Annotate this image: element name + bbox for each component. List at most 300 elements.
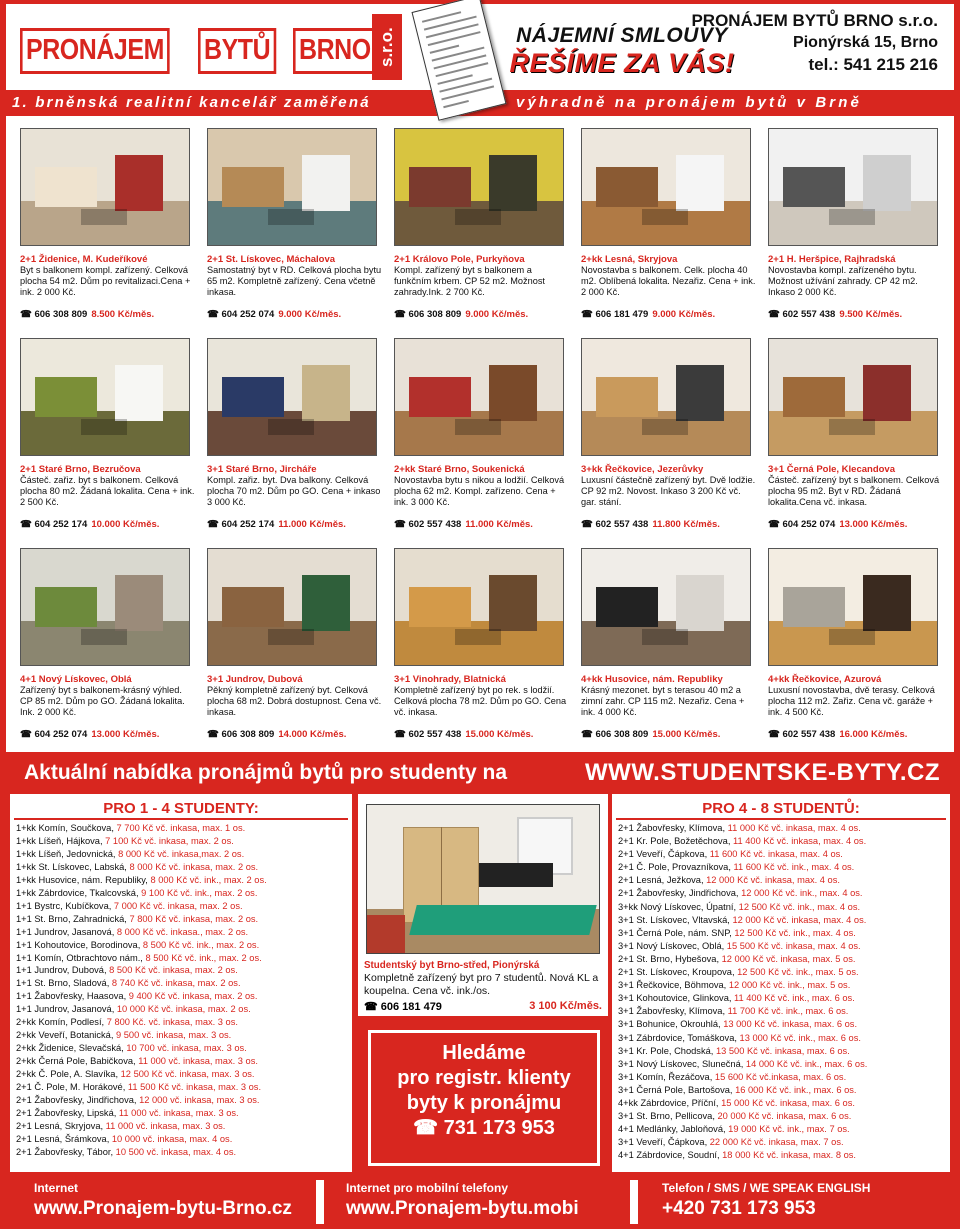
student-flat-address: 1+kk Líšeň, Hájkova, <box>16 835 106 846</box>
student-flat-row[interactable] <box>16 835 346 848</box>
footer <box>0 1176 960 1229</box>
listing-card[interactable] <box>768 338 942 534</box>
student-flat-row[interactable] <box>618 835 944 848</box>
student-flat-price: 12 500 Kč vč. ink., max. 5 os. <box>737 967 859 978</box>
student-flat-row[interactable] <box>618 1097 944 1110</box>
listing-phone[interactable]: ☎ 604 252 074 <box>207 309 275 320</box>
student-flat-row[interactable] <box>618 1136 944 1149</box>
listing-card[interactable] <box>207 128 381 324</box>
student-flat-address: 1+1 Žabovřesky, Haasova, <box>16 991 129 1002</box>
footer-website-label: Internet <box>34 1181 79 1195</box>
footer-phone-label: Telefon / SMS / WE SPEAK ENGLISH <box>662 1181 871 1195</box>
student-flat-price: 10 000 Kč vč. inkasa, max. 2 os. <box>116 1004 251 1015</box>
students-1-4-heading: PRO 1 - 4 STUDENTY: <box>14 798 348 820</box>
student-flat-address: 1+1 Jundrov, Dubová, <box>16 965 110 976</box>
listing-phone[interactable]: ☎ 604 252 074 <box>768 519 836 530</box>
student-flat-price: 8 500 Kč vč. inkasa, max. 2 os. <box>109 965 238 976</box>
listing-card[interactable] <box>20 128 194 324</box>
student-flat-address: 2+kk Černá Pole, Babičkova, <box>16 1056 139 1067</box>
listing-description: Zařízený byt s balkonem-krásný výhled. CP 85 m2. Dům po GO. Žádaná lokalita. Ink. 2 000 Kč. <box>20 685 185 717</box>
student-flat-row[interactable] <box>618 1005 944 1018</box>
student-flat-row[interactable] <box>618 966 944 979</box>
student-flat-price: 11 500 Kč vč. inkasa, max. 3 os. <box>127 1082 262 1093</box>
listing-phone[interactable]: ☎ 602 557 438 <box>581 519 649 530</box>
student-flat-price: 12 500 Kč vč. ink., max. 4 os. <box>738 901 861 912</box>
student-flat-row[interactable] <box>16 977 346 990</box>
listing-phone[interactable]: ☎ 606 308 809 <box>394 309 462 320</box>
listing-phone[interactable]: ☎ 606 181 479 <box>581 309 649 320</box>
listing-title: 3+1 Jundrov, Dubová <box>207 674 303 685</box>
listing-card[interactable] <box>581 338 755 534</box>
listing-footer <box>20 519 198 530</box>
student-flat-address: 2+1 Veveří, Čápkova, <box>618 849 710 860</box>
student-flat-row[interactable] <box>618 914 944 927</box>
featured-flat-phone[interactable]: ☎ 606 181 479 <box>364 1001 442 1013</box>
student-flat-price: 12 000 Kč vč. inkasa, max. 5 os. <box>721 953 856 964</box>
student-flat-row[interactable] <box>16 1042 346 1055</box>
listing-card[interactable] <box>207 548 381 744</box>
student-flat-price: 7 800 Kč vč. inkasa, max. 2 os. <box>129 913 259 924</box>
student-flat-address: 2+1 St. Lískovec, Kroupova, <box>618 967 738 978</box>
student-flat-row[interactable] <box>16 990 346 1003</box>
banner-url-link[interactable]: WWW.STUDENTSKE-BYTY.CZ <box>585 759 940 786</box>
student-flat-address: 2+kk Židenice, Slevačská, <box>16 1043 127 1054</box>
footer-mobile <box>346 1180 579 1222</box>
student-flat-row[interactable] <box>16 1146 346 1159</box>
header <box>6 4 954 90</box>
student-flat-row[interactable] <box>618 1032 944 1045</box>
listing-phone[interactable]: ☎ 604 252 074 <box>20 729 88 740</box>
student-flat-price: 11 400 Kč vč. ink., max. 6 os. <box>734 993 855 1004</box>
student-flat-row[interactable] <box>16 822 346 835</box>
student-flat-row[interactable] <box>16 1120 346 1133</box>
student-flat-price: 11 700 Kč vč. ink., max. 6 os. <box>727 1006 849 1017</box>
student-flat-row[interactable] <box>618 901 944 914</box>
listing-card[interactable] <box>768 548 942 744</box>
student-flat-price: 14 000 Kč vč. ink., max. 6 os. <box>745 1058 868 1069</box>
listing-phone[interactable]: ☎ 602 557 438 <box>394 519 462 530</box>
company-contact <box>691 10 938 76</box>
footer-website <box>34 1180 292 1222</box>
student-flat-address: 2+kk Veveří, Botanická, <box>16 1030 116 1041</box>
listing-photo <box>20 548 190 666</box>
student-flat-address: 1+kk Husovice, nám. Republiky, <box>16 874 151 885</box>
student-flat-row[interactable] <box>16 900 346 913</box>
wanted-line-1: Hledáme <box>442 1042 526 1064</box>
student-flat-address: 2+1 St. Brno, Hybešova, <box>618 953 722 964</box>
student-flat-address: 1+1 St. Brno, Sladová, <box>16 978 112 989</box>
student-flat-row[interactable] <box>618 1018 944 1031</box>
student-flat-row[interactable] <box>16 874 346 887</box>
student-flat-price: 12 000 vč. inkasa, max. 3 os. <box>139 1095 260 1106</box>
student-flat-row[interactable] <box>16 1003 346 1016</box>
student-flat-address: 3+1 Řečkovice, Böhmova, <box>618 980 729 991</box>
listing-footer <box>581 519 759 530</box>
student-flat-row[interactable] <box>618 822 944 835</box>
student-flat-address: 3+1 St. Lískovec, Vltavská, <box>618 914 733 925</box>
students-4-8-list <box>612 820 950 1162</box>
featured-flat-footer <box>364 1000 602 1013</box>
listing-description: Samostatný byt v RD. Celková plocha bytu 65 m2. Kompletně zařízený. Cena včetně inkasa. <box>207 265 382 297</box>
listing-footer <box>768 309 946 320</box>
banner-text: Aktuální nabídka pronájmů bytů pro studenty na <box>24 761 508 784</box>
student-flat-row[interactable] <box>618 874 944 887</box>
student-flat-price: 12 000 Kč vč. inkasa, max. 4 os. <box>706 875 840 886</box>
student-flat-address: 2+1 Žabovřesky, Jindřichova, <box>16 1095 140 1106</box>
listing-title: 2+1 Židenice, M. Kudeříkové <box>20 254 148 265</box>
listing-card[interactable] <box>768 128 942 324</box>
student-flat-address: 3+1 Nový Lískovec, Slunečná, <box>618 1058 746 1069</box>
listing-title: 2+kk Lesná, Skryjova <box>581 254 678 265</box>
listing-card[interactable] <box>20 548 194 744</box>
student-flat-row[interactable] <box>618 1110 944 1123</box>
listing-description: Pěkný kompletně zařízený byt. Celková plocha 68 m2. Dobrá dostupnost. Cena vč. inkasa. <box>207 685 382 717</box>
student-flat-row[interactable] <box>16 952 346 965</box>
student-flat-row[interactable] <box>16 1016 346 1029</box>
listing-card[interactable] <box>581 128 755 324</box>
student-flat-row[interactable] <box>618 1071 944 1084</box>
listing-description: Krásný mezonet. byt s terasou 40 m2 a zimní zahr. CP 115 m2. Nezařiz. Cena + ink. 4 000 Kč. <box>581 685 745 717</box>
listing-card[interactable] <box>394 548 568 744</box>
listing-photo <box>20 128 190 246</box>
student-flat-row[interactable] <box>16 848 346 861</box>
student-flat-price: 22 000 Kč vč. inkasa, max. 7 os. <box>709 1137 844 1148</box>
featured-flat-title: Studentský byt Brno-střed, Pionýrská <box>364 960 540 971</box>
wanted-listings-callout <box>368 1030 600 1166</box>
listing-footer <box>207 519 385 530</box>
student-flat-address: 1+1 Jundrov, Jasanová, <box>16 1004 117 1015</box>
listing-price: 9.000 Kč/měs. <box>652 309 716 320</box>
student-flat-row[interactable] <box>16 1107 346 1120</box>
student-flat-address: 3+1 Veveří, Čápkova, <box>618 1137 710 1148</box>
student-flat-address: 2+1 Žabovřesky, Tábor, <box>16 1146 116 1157</box>
footer-website-link[interactable]: www.Pronajem-bytu-Brno.cz <box>34 1198 292 1219</box>
student-flat-price: 19 000 Kč vč. ink., max. 7 os. <box>728 1124 850 1135</box>
student-flat-row[interactable] <box>16 926 346 939</box>
listing-price: 9.000 Kč/měs. <box>465 309 529 320</box>
student-flat-price: 12 000 Kč vč. ink., max. 5 os. <box>728 980 851 991</box>
listing-footer <box>581 729 759 740</box>
student-flat-address: 2+1 Č. Pole, Provazníkova, <box>618 862 734 873</box>
student-flat-address: 3+1 Komín, Řezáčova, <box>618 1071 715 1082</box>
listing-card[interactable] <box>394 338 568 534</box>
student-flat-price: 9 100 Kč vč. ink., max. 2 os. <box>141 887 258 898</box>
listing-title: 4+kk Řečkovice, Azurová <box>768 674 882 685</box>
student-flat-row[interactable] <box>618 992 944 1005</box>
listing-description: Kompl. zařiz. byt. Dva balkony. Celková plocha 70 m2. Dům po GO. Cena + inkaso 3 000 Kč. <box>207 475 381 507</box>
student-flat-row[interactable] <box>16 1068 346 1081</box>
student-flat-address: 2+1 Č. Pole, M. Horákové, <box>16 1082 128 1093</box>
student-flat-address: 1+1 Komín, Otbrachtovo nám., <box>16 952 146 963</box>
student-flat-row[interactable] <box>16 887 346 900</box>
listing-photo <box>207 128 377 246</box>
student-flat-address: 1+kk Líšeň, Jedovnická, <box>16 848 119 859</box>
logo-word-brno: BRNO <box>293 28 377 74</box>
listing-photo <box>768 128 938 246</box>
student-flat-row[interactable] <box>618 940 944 953</box>
student-flat-address: 3+1 Černá Pole, nám. SNP, <box>618 927 735 938</box>
listing-description: Novostavba bytu s nikou a lodžií. Celková plocha 62 m2. Kompl. zařízeno. Cena + ink. 3 000 Kč. <box>394 475 565 507</box>
footer-phone <box>662 1180 870 1222</box>
wanted-line-3: byty k pronájmu <box>406 1092 562 1114</box>
student-flat-row[interactable] <box>16 1133 346 1146</box>
student-flat-price: 8 740 Kč vč. inkasa, max. 2 os. <box>111 978 241 989</box>
listing-photo <box>20 338 190 456</box>
company-name: PRONÁJEM BYTŮ BRNO s.r.o. <box>691 11 938 30</box>
listing-description: Byt s balkonem kompl. zařízený. Celková plocha 54 m2. Dům po revitalizaci.Cena + ink. 2 000 Kč. <box>20 265 191 297</box>
student-flat-row[interactable] <box>618 953 944 966</box>
listing-card[interactable] <box>207 338 381 534</box>
student-flat-price: 7 700 Kč vč. inkasa, max. 1 os. <box>116 823 246 833</box>
listing-phone[interactable]: ☎ 602 557 438 <box>768 729 836 740</box>
listing-photo <box>207 338 377 456</box>
student-flat-price: 8 500 Kč vč. ink., max. 2 os. <box>142 939 260 950</box>
student-flat-row[interactable] <box>618 1058 944 1071</box>
listing-description: Kompletně zařízený byt po rek. s lodžií. Celková plocha 78 m2. Dům po GO. Cena vč. inkasa. <box>394 685 567 717</box>
listing-title: 3+1 Vinohrady, Blatnická <box>394 674 506 685</box>
listing-price: 15.000 Kč/měs. <box>652 729 721 740</box>
listing-photo <box>207 548 377 666</box>
student-flat-price: 11 000 vč. inkasa, max. 3 os. <box>138 1056 258 1067</box>
student-flat-row[interactable] <box>618 1045 944 1058</box>
student-flat-address: 2+1 Kr. Pole, Božetěchova, <box>618 836 733 847</box>
listing-title: 2+1 Královo Pole, Purkyňova <box>394 254 525 265</box>
listing-photo <box>581 338 751 456</box>
listing-title: 3+1 Staré Brno, Jircháře <box>207 464 317 475</box>
listing-card[interactable] <box>394 128 568 324</box>
student-flat-row[interactable] <box>618 1084 944 1097</box>
footer-mobile-label: Internet pro mobilní telefony <box>346 1181 509 1195</box>
listing-footer <box>768 729 946 740</box>
student-flat-price: 9 500 vč. inkasa, max. 3 os. <box>116 1030 232 1041</box>
student-flat-price: 8 000 Kč vč. inkasa, max. 2 os. <box>129 861 259 872</box>
student-flat-address: 1+1 Jundrov, Jasanová, <box>16 926 117 937</box>
students-1-4-list <box>10 820 352 1159</box>
logo-word-bytu: BYTŮ <box>198 28 276 74</box>
listing-phone[interactable]: ☎ 602 557 438 <box>394 729 462 740</box>
listing-phone[interactable]: ☎ 604 252 174 <box>207 519 275 530</box>
logo-sro: s.r.o. <box>372 14 402 80</box>
footer-divider <box>316 1180 324 1224</box>
student-flat-row[interactable] <box>618 979 944 992</box>
listing-footer <box>207 729 385 740</box>
listing-photo <box>768 548 938 666</box>
listing-phone[interactable]: ☎ 606 308 809 <box>20 309 88 320</box>
student-flat-price: 9 400 Kč vč. inkasa, max. 2 os. <box>128 991 258 1002</box>
student-flat-row[interactable] <box>618 927 944 940</box>
listing-footer <box>20 309 198 320</box>
listing-price: 11.000 Kč/měs. <box>465 519 533 530</box>
logo-word-pronajem: PRONÁJEM <box>20 28 170 74</box>
footer-mobile-link[interactable]: www.Pronajem-bytu.mobi <box>346 1198 579 1219</box>
listing-photo <box>394 548 564 666</box>
student-flat-address: 2+1 Žabovřesky, Lipská, <box>16 1107 119 1118</box>
listing-footer <box>394 309 572 320</box>
student-flat-row[interactable] <box>16 1055 346 1068</box>
company-address: Pionýrská 15, Brno <box>793 34 938 51</box>
listing-title: 4+kk Husovice, nám. Republiky <box>581 674 723 685</box>
listing-title: 3+kk Řečkovice, Jezerůvky <box>581 464 704 475</box>
student-flat-address: 2+1 Žabovřesky, Jindřichova, <box>618 888 742 899</box>
student-flat-price: 12 500 Kč vč. ink., max. 4 os. <box>734 927 856 938</box>
featured-student-flat[interactable] <box>358 794 608 1016</box>
wanted-phone[interactable]: ☎ 731 173 953 <box>413 1117 555 1139</box>
student-flat-address: 3+1 St. Brno, Pellicova, <box>618 1111 718 1122</box>
students-4-8-heading: PRO 4 - 8 STUDENTŮ: <box>616 798 946 820</box>
listing-price: 15.000 Kč/měs. <box>465 729 534 740</box>
student-flat-price: 8 000 Kč vč. ink., max. 2 os. <box>150 874 267 885</box>
listing-phone[interactable]: ☎ 606 308 809 <box>207 729 275 740</box>
student-flat-price: 11 600 Kč vč. ink., max. 4 os. <box>733 862 855 873</box>
listing-description: Částeč. zařiz. byt s balkonem. Celková plocha 80 m2. Žádaná lokalita. Cena + ink. 2 500 Kč. <box>20 475 195 507</box>
student-flat-address: 1+1 St. Brno, Zahradnická, <box>16 913 130 924</box>
listing-description: Novostavba kompl. zařízeného bytu. Možnost užívání zahrady. CP 42 m2. Inkaso 2 000 Kč. <box>768 265 918 297</box>
student-flat-price: 12 500 Kč vč. inkasa, max. 3 os. <box>120 1069 255 1080</box>
student-flat-price: 15 000 Kč vč. inkasa, max. 6 os. <box>721 1097 855 1108</box>
student-flat-address: 3+1 Kr. Pole, Chodská, <box>618 1045 716 1056</box>
listing-footer <box>394 729 572 740</box>
student-flat-price: 7 000 Kč vč. inkasa, max. 2 os. <box>113 900 243 911</box>
student-flat-row[interactable] <box>16 1094 346 1107</box>
students-1-4-box <box>10 794 352 1172</box>
listing-price: 16.000 Kč/měs. <box>839 729 908 740</box>
listing-card[interactable] <box>20 338 194 534</box>
student-flat-address: 1+kk Zábrdovice, Tkalcovská, <box>16 887 142 898</box>
promo-line-1: NÁJEMNÍ SMLOUVY <box>516 24 728 47</box>
wanted-line-2: pro registr. klienty <box>397 1067 571 1089</box>
student-flat-row[interactable] <box>618 848 944 861</box>
listing-title: 3+1 Černá Pole, Klecandova <box>768 464 895 475</box>
listing-description: Kompl. zařízený byt s balkonem a funkčním krbem. CP 52 m2. Možnost zahrady.Ink. 2 700 Kč. <box>394 265 545 297</box>
students-4-8-box <box>612 794 950 1172</box>
student-flat-row[interactable] <box>16 1081 346 1094</box>
footer-phone-number[interactable]: +420 731 173 953 <box>662 1198 816 1219</box>
student-banner <box>6 754 954 792</box>
listing-price: 14.000 Kč/měs. <box>278 729 347 740</box>
student-flat-price: 7 800 Kč. vč. inkasa, max. 3 os. <box>106 1017 238 1028</box>
tagline-left: 1. brněnská realitní kancelář zaměřená <box>12 94 371 111</box>
student-feature <box>358 794 608 1172</box>
footer-divider <box>630 1180 638 1224</box>
featured-flat-price: 3 100 Kč/měs. <box>529 1000 602 1012</box>
company-logo <box>20 28 400 74</box>
student-flat-address: 3+1 Žabovřesky, Klímova, <box>618 1006 728 1017</box>
student-flat-address: 3+1 Nový Lískovec, Oblá, <box>618 940 727 951</box>
student-flat-price: 11 400 Kč vč. inkasa, max. 4 os. <box>733 836 867 847</box>
student-flat-address: 1+1 Kohoutovice, Borodinova, <box>16 939 143 950</box>
student-flat-address: 4+1 Medlánky, Jabloňová, <box>618 1124 729 1135</box>
student-flat-price: 11 600 Kč vč. inkasa, max. 4 os. <box>709 849 843 860</box>
listing-title: 4+1 Nový Lískovec, Oblá <box>20 674 132 685</box>
listing-price: 13.000 Kč/měs. <box>91 729 160 740</box>
student-flat-address: 2+1 Žabovřesky, Klímova, <box>618 823 728 833</box>
listing-footer <box>20 729 198 740</box>
listing-photo <box>768 338 938 456</box>
student-flat-address: 3+kk Nový Lískovec, Úpatní, <box>618 901 739 912</box>
student-room-photo <box>366 804 600 954</box>
student-flat-price: 10 500 vč. inkasa, max. 4 os. <box>115 1146 237 1157</box>
listing-price: 13.000 Kč/měs. <box>839 519 908 530</box>
student-flat-address: 4+1 Zábrdovice, Soudní, <box>618 1150 723 1161</box>
listing-price: 8.500 Kč/měs. <box>91 309 155 320</box>
student-flat-price: 8 000 Kč vč. inkasa,max. 2 os. <box>118 848 245 859</box>
listing-title: 2+1 Staré Brno, Bezručova <box>20 464 141 475</box>
student-section <box>6 794 954 1172</box>
listing-description: Částeč. zařízený byt s balkonem. Celková plocha 95 m2. Byt v RD. Žádaná lokalita.Cena vč. inkasa. <box>768 475 940 507</box>
listing-title: 2+1 H. Heršpice, Rajhradská <box>768 254 896 265</box>
student-flat-address: 4+kk Zábrdovice, Příční, <box>618 1097 722 1108</box>
student-flat-price: 15 600 Kč vč.inkasa, max. 6 os. <box>714 1071 847 1082</box>
student-flat-price: 11 000 Kč vč. inkasa, max. 4 os. <box>727 823 861 833</box>
listing-price: 11.000 Kč/měs. <box>278 519 346 530</box>
listing-title: 2+1 St. Lískovec, Máchalova <box>207 254 336 265</box>
listing-photo <box>581 548 751 666</box>
student-flat-address: 2+1 Lesná, Skryjova, <box>16 1120 106 1131</box>
listing-photo <box>581 128 751 246</box>
student-flat-price: 11 000 vč. inkasa, max. 3 os. <box>118 1107 239 1118</box>
student-flat-price: 16 000 Kč vč. ink., max. 6 os. <box>735 1084 857 1095</box>
student-flat-price: 10 000 vč. inkasa, max. 4 os. <box>111 1133 233 1144</box>
listing-description: Luxusní částečně zařízený byt. Dvě lodžie. CP 92 m2. Novost. Inkaso 3 200 Kč vč. gar. stání. <box>581 475 756 507</box>
student-flat-price: 18 000 Kč vč. inkasa, max. 8 os. <box>722 1150 856 1161</box>
listing-footer <box>768 519 946 530</box>
student-flat-address: 2+1 Lesná, Šrámkova, <box>16 1133 112 1144</box>
listing-price: 11.800 Kč/měs. <box>652 519 720 530</box>
student-flat-address: 3+1 Bohunice, Okrouhlá, <box>618 1019 724 1030</box>
listing-footer <box>394 519 572 530</box>
student-flat-row[interactable] <box>16 913 346 926</box>
student-flat-price: 12 000 Kč vč. ink., max. 4 os. <box>741 888 863 899</box>
listing-photo <box>394 128 564 246</box>
student-flat-price: 8 500 Kč vč. ink., max. 2 os. <box>145 952 262 963</box>
listing-card[interactable] <box>581 548 755 744</box>
listing-phone[interactable]: ☎ 604 252 174 <box>20 519 88 530</box>
promo-line-2: ŘEŠÍME ZA VÁS! <box>509 48 735 78</box>
listing-price: 10.000 Kč/měs. <box>91 519 160 530</box>
student-flat-price: 10 700 vč. inkasa, max. 3 os. <box>126 1043 247 1054</box>
student-flat-address: 3+1 Zábrdovice, Tomáškova, <box>618 1032 740 1043</box>
listing-price: 9.000 Kč/měs. <box>278 309 342 320</box>
student-flat-address: 1+1 Bystrc, Kubíčkova, <box>16 900 114 911</box>
student-flat-address: 2+1 Lesná, Ježkova, <box>618 875 707 886</box>
student-flat-price: 8 000 Kč vč. inkasa., max. 2 os. <box>116 926 249 937</box>
listing-description: Novostavba s balkonem. Celk. plocha 40 m2. Oblíbená lokalita. Nezařiz. Cena + ink. 2 000 Kč. <box>581 265 756 297</box>
student-flat-price: 13 500 Kč vč. inkasa, max. 6 os. <box>715 1045 850 1056</box>
student-flat-address: 1+kk St. Lískovec, Labská, <box>16 861 130 872</box>
student-flat-price: 11 000 vč. inkasa, max. 3 os. <box>105 1120 226 1131</box>
student-flat-address: 1+kk Komín, Součkova, <box>16 823 117 833</box>
student-flat-row[interactable] <box>16 964 346 977</box>
student-flat-address: 3+1 Kohoutovice, Glinkova, <box>618 993 735 1004</box>
student-flat-address: 3+1 Černá Pole, Bartošova, <box>618 1084 736 1095</box>
featured-flat-description: Kompletně zařízený byt pro 7 studentů. Nová KL a koupelna. Cena vč. ink./os. <box>364 972 599 997</box>
student-flat-price: 13 000 Kč vč. inkasa, max. 6 os. <box>723 1019 858 1030</box>
listing-footer <box>581 309 759 320</box>
student-flat-row[interactable] <box>618 1123 944 1136</box>
listings-grid <box>6 116 954 752</box>
listing-phone[interactable]: ☎ 606 308 809 <box>581 729 649 740</box>
student-flat-row[interactable] <box>16 939 346 952</box>
student-flat-row[interactable] <box>16 861 346 874</box>
listing-photo <box>394 338 564 456</box>
student-flat-row[interactable] <box>16 1029 346 1042</box>
student-flat-price: 13 000 Kč vč. ink., max. 6 os. <box>739 1032 861 1043</box>
student-flat-price: 7 100 Kč vč. inkasa, max. 2 os. <box>105 835 234 846</box>
student-flat-row[interactable] <box>618 1149 944 1162</box>
student-flat-row[interactable] <box>618 861 944 874</box>
student-flat-row[interactable] <box>618 887 944 900</box>
listing-phone[interactable]: ☎ 602 557 438 <box>768 309 836 320</box>
